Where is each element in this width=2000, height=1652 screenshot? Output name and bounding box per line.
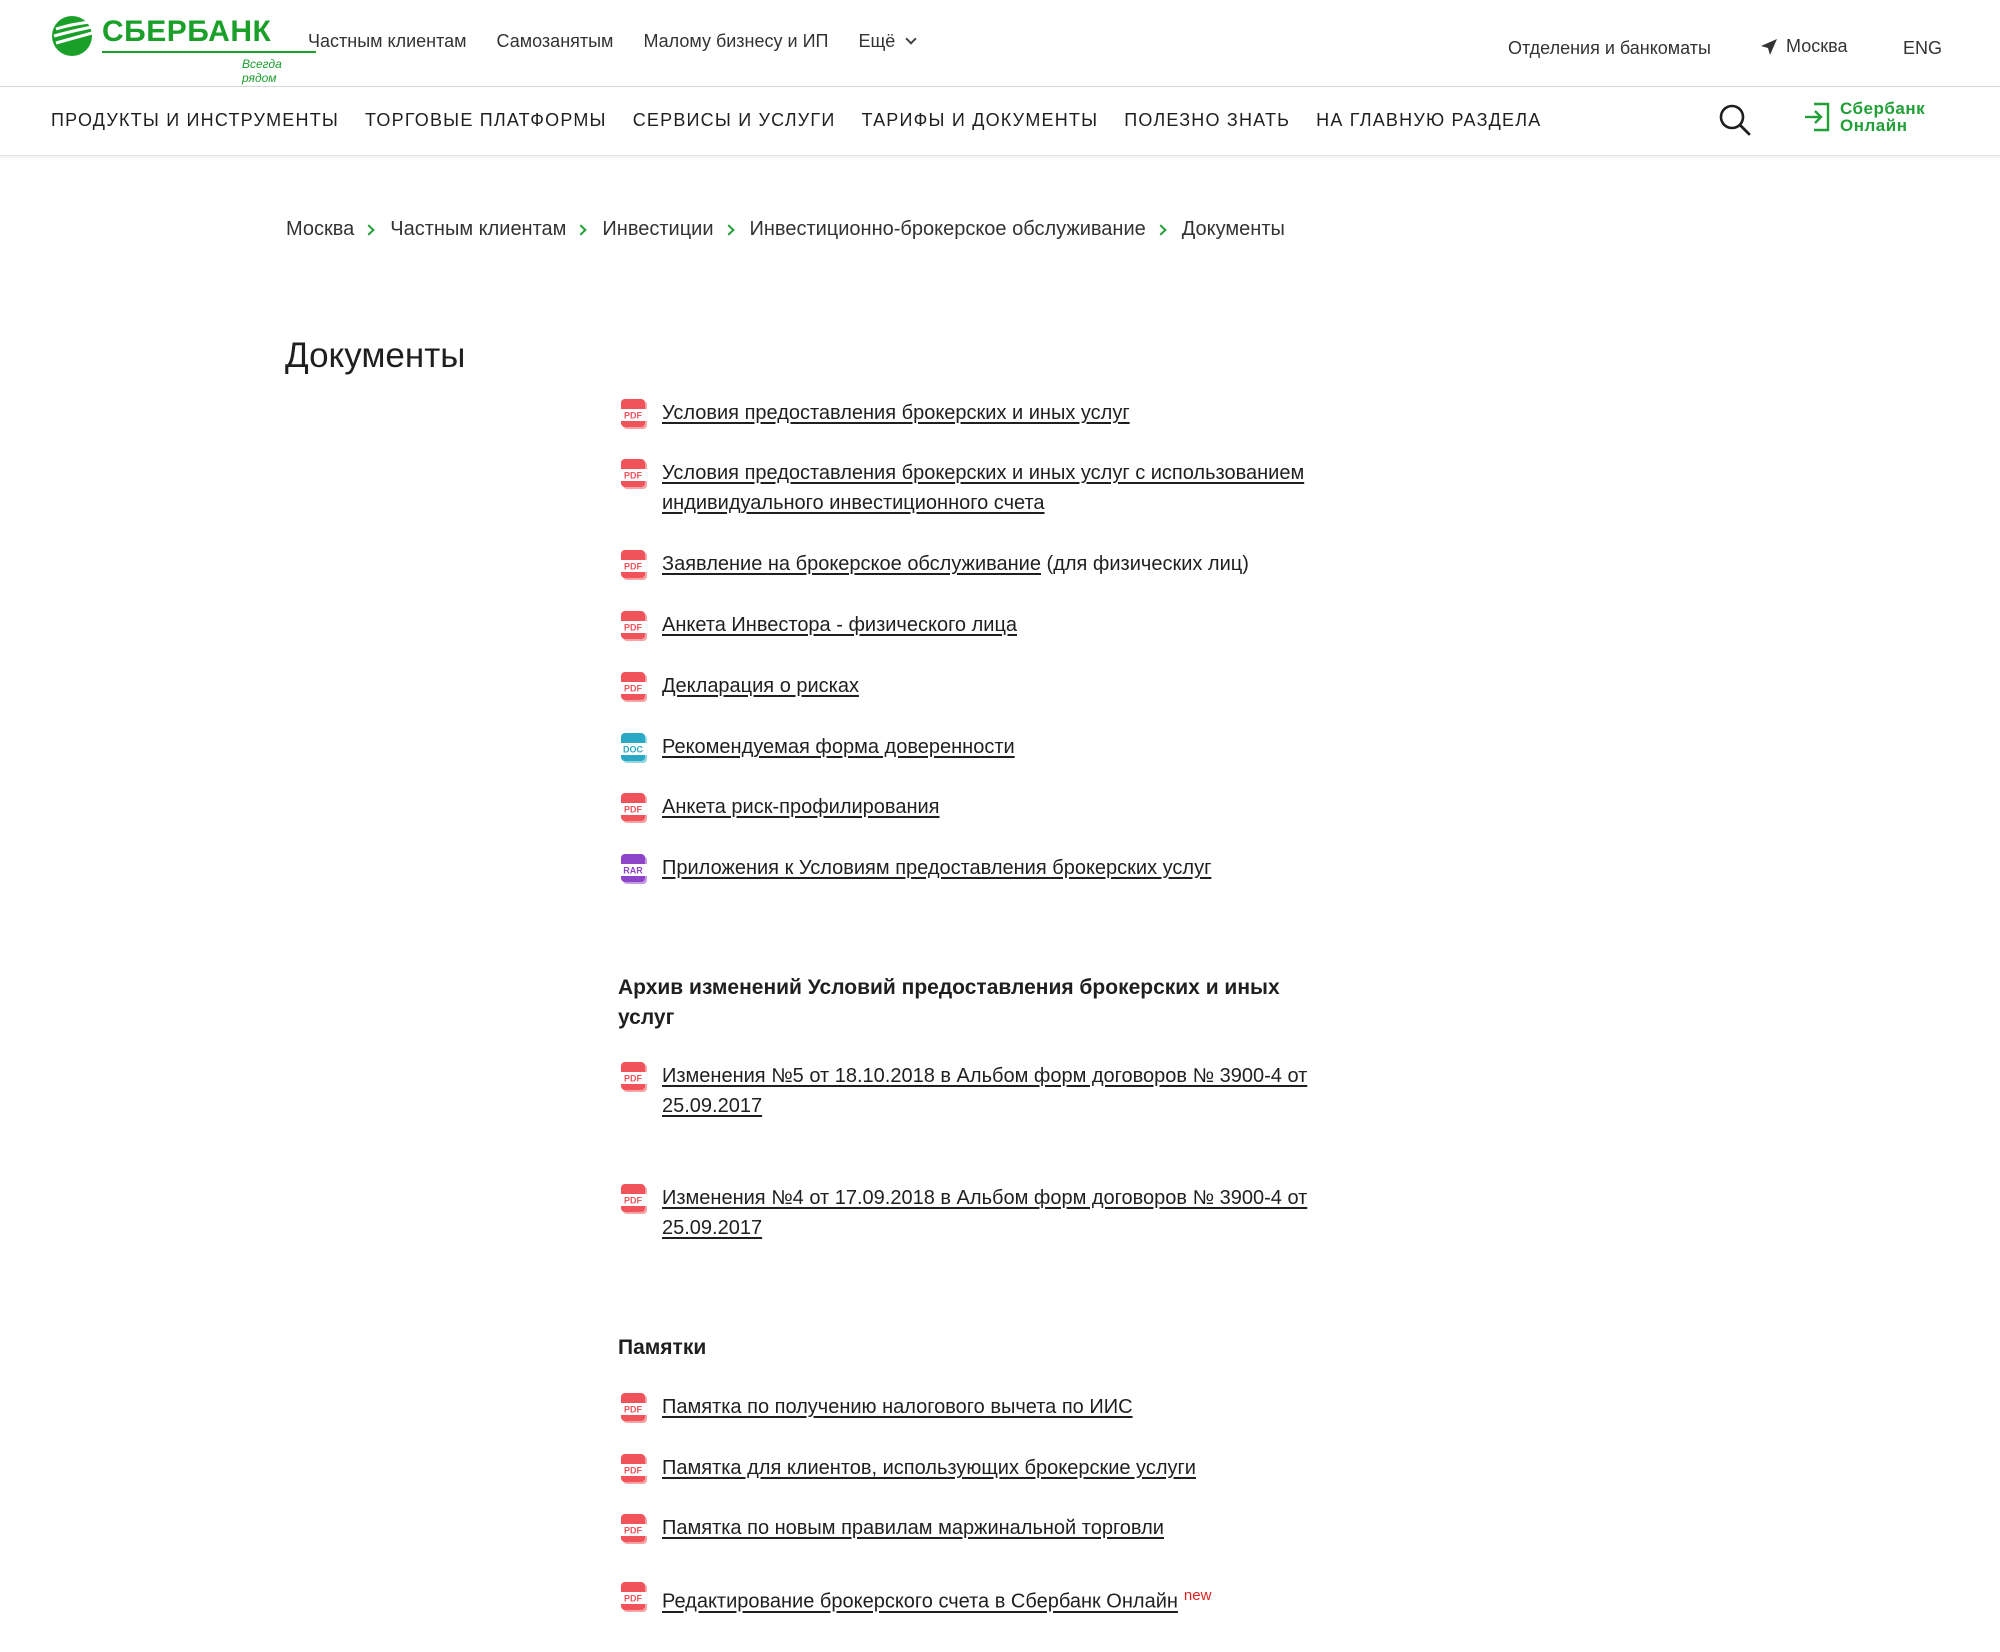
pdf-file-icon [618, 1514, 650, 1546]
main-nav-tariffs[interactable]: ТАРИФЫ И ДОКУМЕНТЫ [861, 110, 1099, 130]
list-item [618, 1183, 1318, 1243]
svg-text:PDF: PDF [624, 1593, 642, 1604]
list-item [618, 1581, 1211, 1617]
pdf-file-icon [618, 550, 650, 582]
language-switch[interactable]: ENG [1903, 38, 1943, 58]
svg-text:PDF: PDF [624, 1465, 642, 1476]
breadcrumb [286, 218, 1285, 241]
list-item [618, 853, 1211, 883]
pdf-file-icon [618, 459, 650, 491]
page-title: Документы [285, 336, 466, 375]
list-item [618, 398, 1130, 428]
svg-text:PDF: PDF [624, 683, 642, 694]
chevron-right-icon [576, 224, 587, 235]
top-nav-private-clients[interactable]: Частным клиентам [308, 31, 467, 51]
list-item [618, 671, 859, 701]
document-link[interactable]: Условия предоставления брокерских и иных услуг [662, 402, 1130, 424]
rar-file-icon [618, 854, 650, 886]
main-nav-useful[interactable]: ПОЛЕЗНО ЗНАТЬ [1124, 110, 1291, 130]
document-link[interactable]: Памятка для клиентов, использующих брокерские услуги [662, 1457, 1196, 1479]
memos-section-title: Памятки [618, 1336, 707, 1359]
pdf-file-icon [618, 399, 650, 431]
city-selector[interactable] [1760, 36, 1847, 57]
document-link[interactable]: Условия предоставления брокерских и иных услуг с использованием индивидуального инвестиционного счета [662, 462, 1305, 514]
login-icon [1804, 102, 1830, 132]
pdf-file-icon [618, 672, 650, 704]
pdf-file-icon [618, 793, 650, 825]
document-link[interactable]: Изменения №5 от 18.10.2018 в Альбом форм договоров № 3900-4 от 25.09.2017 [662, 1065, 1308, 1117]
top-bar [0, 0, 2000, 87]
svg-text:PDF: PDF [624, 410, 642, 421]
document-note: (для физических лиц) [1040, 553, 1249, 575]
main-nav-platforms[interactable]: ТОРГОВЫЕ ПЛАТФОРМЫ [365, 110, 607, 130]
svg-text:PDF: PDF [624, 622, 642, 633]
brand-name: СБЕРБАНК [102, 15, 272, 48]
branches-atms-link[interactable]: Отделения и банкоматы [1508, 38, 1711, 58]
document-link[interactable]: Редактирование брокерского счета в Сбербанк Онлайн [662, 1590, 1178, 1613]
pdf-file-icon [618, 1582, 650, 1614]
breadcrumb-investments[interactable]: Инвестиции [602, 218, 714, 240]
list-item [618, 549, 1338, 579]
breadcrumb-moscow[interactable]: Москва [286, 218, 355, 240]
svg-text:PDF: PDF [624, 470, 642, 481]
brand-underline [102, 51, 316, 53]
breadcrumb-private-clients[interactable]: Частным клиентам [390, 218, 567, 240]
list-item [618, 732, 1015, 762]
document-link[interactable]: Рекомендуемая форма доверенности [662, 736, 1015, 758]
sberbank-online-button[interactable] [1804, 100, 1925, 134]
document-link[interactable]: Памятка по получению налогового вычета по ИИС [662, 1396, 1133, 1418]
document-link[interactable]: Анкета Инвестора - физического лица [662, 614, 1018, 636]
document-link[interactable]: Заявление на брокерское обслуживание [662, 553, 1041, 575]
brand-tagline: Всегда рядом [242, 57, 282, 85]
list-item [618, 1453, 1196, 1483]
chevron-right-icon [723, 224, 734, 235]
svg-text:PDF: PDF [624, 1525, 642, 1536]
list-item [618, 1392, 1133, 1422]
document-link[interactable]: Анкета риск-профилирования [662, 796, 940, 818]
main-nav-section-home[interactable]: НА ГЛАВНУЮ РАЗДЕЛА [1316, 110, 1542, 130]
breadcrumb-current: Документы [1181, 218, 1285, 240]
main-nav-services[interactable]: СЕРВИСЫ И УСЛУГИ [632, 110, 836, 130]
document-link[interactable]: Приложения к Условиям предоставления брокерских услуг [662, 857, 1212, 879]
chevron-right-icon [364, 224, 375, 235]
list-item [618, 458, 1338, 518]
search-icon[interactable] [1718, 103, 1752, 137]
document-link[interactable]: Декларация о рисках [662, 675, 859, 697]
online-label-line1: Сбербанк [1840, 99, 1926, 118]
list-item [618, 792, 940, 822]
list-item [618, 1513, 1164, 1543]
pdf-file-icon [618, 1454, 650, 1486]
pdf-file-icon [618, 611, 650, 643]
pdf-file-icon [618, 1393, 650, 1425]
sberbank-logo-icon [50, 14, 94, 58]
svg-text:PDF: PDF [624, 804, 642, 815]
chevron-down-icon [906, 33, 917, 44]
svg-text:PDF: PDF [624, 1073, 642, 1084]
breadcrumb-brokerage[interactable]: Инвестиционно-брокерское обслуживание [749, 218, 1146, 240]
document-link[interactable]: Изменения №4 от 17.09.2018 в Альбом форм договоров № 3900-4 от 25.09.2017 [662, 1187, 1308, 1239]
list-item [618, 610, 1017, 640]
location-arrow-icon [1760, 38, 1778, 56]
sberbank-online-label [1840, 100, 1925, 134]
svg-text:RAR: RAR [623, 865, 643, 876]
top-nav-small-business[interactable]: Малому бизнесу и ИП [643, 31, 829, 51]
city-name: Москва [1786, 36, 1848, 56]
archive-section-title: Архив изменений Условий предоставления брокерских и иных услуг [618, 976, 1280, 1029]
svg-text:PDF: PDF [624, 1404, 642, 1415]
list-item [618, 1061, 1318, 1121]
pdf-file-icon [618, 1184, 650, 1216]
sberbank-logo[interactable] [50, 14, 282, 85]
pdf-file-icon [618, 1062, 650, 1094]
svg-text:PDF: PDF [624, 561, 642, 572]
svg-text:DOC: DOC [623, 744, 643, 755]
main-nav [0, 88, 2000, 156]
main-nav-links [51, 110, 1541, 131]
top-nav-more[interactable] [858, 31, 915, 52]
main-nav-products[interactable]: ПРОДУКТЫ И ИНСТРУМЕНТЫ [51, 110, 340, 130]
top-nav-more-label: Ещё [858, 31, 896, 51]
online-label-line2: Онлайн [1840, 116, 1908, 135]
chevron-right-icon [1155, 224, 1166, 235]
svg-text:PDF: PDF [624, 1195, 642, 1206]
top-nav [308, 31, 915, 52]
top-nav-self-employed[interactable]: Самозанятым [496, 31, 614, 51]
document-link[interactable]: Памятка по новым правилам маржинальной торговли [662, 1517, 1164, 1539]
new-badge: new [1183, 1587, 1212, 1604]
doc-file-icon [618, 733, 650, 765]
